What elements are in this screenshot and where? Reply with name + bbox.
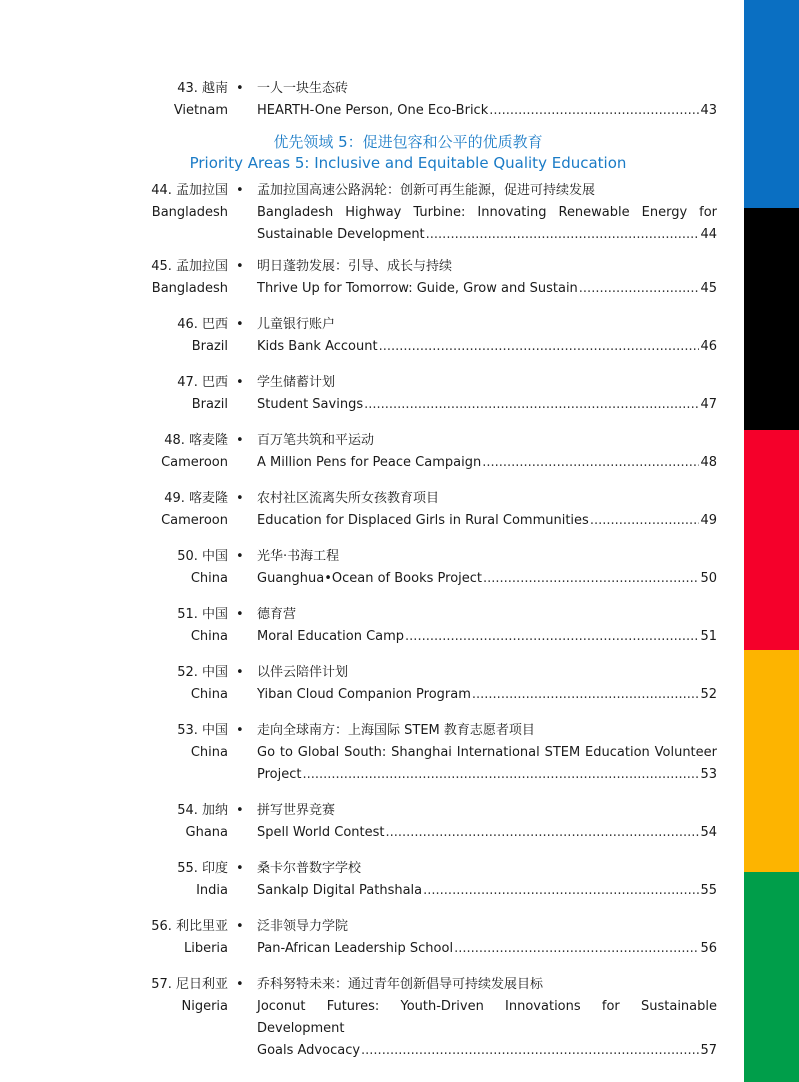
entry-number-zh: 51. 中国	[177, 607, 228, 622]
entry-country	[100, 256, 228, 300]
entry-title-en-line	[257, 394, 717, 416]
entry-title-zh: 农村社区流离失所女孩教育项目	[257, 491, 440, 506]
toc-entry[interactable]	[0, 720, 744, 786]
entry-country	[100, 78, 228, 122]
entry-title-en: Student Savings	[257, 397, 364, 412]
entry-page-number: 49	[700, 513, 717, 528]
entry-title-en: Thrive Up for Tomorrow: Guide, Grow and Sustain	[257, 281, 578, 296]
entry-title-en: Guanghua•Ocean of Books Project	[257, 571, 482, 586]
toc-entry[interactable]	[0, 314, 744, 358]
entry-page-number: 48	[700, 455, 717, 470]
entry-title-en: Sustainable Development	[257, 227, 425, 242]
entry-titles	[257, 720, 717, 786]
entry-title-zh: 桑卡尔普数字学校	[257, 861, 362, 876]
entry-country	[100, 974, 228, 1018]
bullet: •	[236, 977, 244, 992]
toc-entry[interactable]	[0, 430, 744, 474]
entry-title-en: Education for Displaced Girls in Rural Communities	[257, 513, 589, 528]
toc-entry[interactable]	[0, 858, 744, 902]
toc-entry[interactable]	[0, 180, 744, 246]
entry-titles	[257, 916, 717, 960]
entry-title-en-line	[257, 510, 717, 532]
entry-page-number: 54	[700, 825, 717, 840]
dot-leader	[579, 278, 700, 300]
dot-leader	[489, 100, 699, 122]
entry-title-zh: 百万笔共筑和平运动	[257, 433, 375, 448]
entry-country-en: Brazil	[191, 397, 228, 412]
entry-number-zh: 48. 喀麦隆	[164, 433, 228, 448]
stripe-black	[744, 208, 799, 430]
bullet: •	[236, 665, 244, 680]
entry-title-en-line	[257, 224, 717, 246]
entry-titles	[257, 430, 717, 474]
dot-leader	[379, 336, 700, 358]
entry-country-en: China	[190, 571, 228, 586]
dot-leader	[482, 452, 699, 474]
dot-leader	[454, 938, 699, 960]
bullet: •	[236, 491, 244, 506]
entry-number-zh: 45. 孟加拉国	[151, 259, 228, 274]
entry-country-en: Brazil	[191, 339, 228, 354]
entry-page-number: 52	[700, 687, 717, 702]
bullet: •	[236, 803, 244, 818]
entry-title-en: Goals Advocacy	[257, 1043, 361, 1058]
entry-title-zh: 以伴云陪伴计划	[257, 665, 349, 680]
entry-title-zh: 光华·书海工程	[257, 549, 340, 564]
entry-titles	[257, 180, 717, 246]
entry-title-en: HEARTH-One Person, One Eco-Brick	[257, 103, 489, 118]
entry-country	[100, 604, 228, 648]
entry-country	[100, 314, 228, 358]
bullet: •	[236, 183, 244, 198]
bullet: •	[236, 861, 244, 876]
dot-leader	[302, 764, 699, 786]
entry-title-en: Pan-African Leadership School	[257, 941, 454, 956]
entry-country-en: Bangladesh	[151, 205, 228, 220]
section-title-zh: 优先领域 5：促进包容和公平的优质教育	[273, 133, 543, 151]
entry-page-number: 57	[700, 1043, 717, 1058]
entry-titles	[257, 662, 717, 706]
entry-title-en-line	[257, 822, 717, 844]
toc-entry[interactable]	[0, 78, 744, 122]
entry-country	[100, 858, 228, 902]
entry-title-en-line	[257, 452, 717, 474]
bullet: •	[236, 549, 244, 564]
entry-title-zh: 走向全球南方：上海国际 STEM 教育志愿者项目	[257, 723, 535, 738]
entry-title-en: Project	[257, 767, 302, 782]
entry-list	[0, 180, 744, 1062]
dot-leader	[364, 394, 699, 416]
bullet: •	[236, 723, 244, 738]
dot-leader	[361, 1040, 699, 1062]
entry-page-number: 55	[700, 883, 717, 898]
entry-number-zh: 54. 加纳	[177, 803, 228, 818]
entry-country	[100, 372, 228, 416]
entry-title-en-line	[257, 100, 717, 122]
entry-country-en: Cameroon	[161, 513, 228, 528]
entry-number-zh: 56. 利比里亚	[151, 919, 228, 934]
entry-page-number: 46	[700, 339, 717, 354]
toc-entry[interactable]	[0, 546, 744, 590]
dot-leader	[590, 510, 700, 532]
entry-country-en: China	[190, 745, 228, 760]
entry-title-zh: 泛非领导力学院	[257, 919, 349, 934]
entry-country	[100, 720, 228, 764]
entry-title-en: A Million Pens for Peace Campaign	[257, 455, 482, 470]
bullet: •	[236, 259, 244, 274]
entry-number-zh: 44. 孟加拉国	[151, 183, 228, 198]
entry-country-en: Liberia	[183, 941, 228, 956]
stripe-red	[744, 430, 799, 650]
entry-country-en: India	[196, 883, 228, 898]
toc-entry[interactable]	[0, 372, 744, 416]
bullet: •	[236, 433, 244, 448]
entry-title-en-line	[257, 278, 717, 300]
entry-titles	[257, 78, 717, 122]
entry-country-en: Vietnam	[173, 103, 228, 118]
entry-titles	[257, 858, 717, 902]
entry-title-zh: 拼写世界竞赛	[257, 803, 336, 818]
bullet: •	[236, 317, 244, 332]
section-heading	[0, 132, 744, 174]
entry-title-en: Kids Bank Account	[257, 339, 378, 354]
bullet: •	[236, 81, 244, 96]
dot-leader	[426, 224, 700, 246]
dot-leader	[405, 626, 699, 648]
entry-page-number: 47	[700, 397, 717, 412]
toc-entry[interactable]	[0, 604, 744, 648]
toc-entry[interactable]	[0, 800, 744, 844]
bullet: •	[236, 607, 244, 622]
entry-country-en: China	[190, 687, 228, 702]
dot-leader	[472, 684, 700, 706]
entry-country	[100, 800, 228, 844]
entry-titles	[257, 546, 717, 590]
entry-titles	[257, 372, 717, 416]
toc-entry[interactable]	[0, 916, 744, 960]
entry-title-en-line	[257, 880, 717, 902]
entry-number-zh: 55. 印度	[177, 861, 228, 876]
entry-title-zh: 一人一块生态砖	[257, 81, 349, 96]
stripe-yellow	[744, 650, 799, 872]
toc-entry[interactable]	[0, 488, 744, 532]
entry-country-en: Bangladesh	[151, 281, 228, 296]
entry-country	[100, 916, 228, 960]
entry-page-number: 45	[700, 281, 717, 296]
stripe-blue	[744, 0, 799, 208]
entry-number-zh: 46. 巴西	[177, 317, 228, 332]
entry-page-number: 50	[700, 571, 717, 586]
dot-leader	[423, 880, 699, 902]
entry-title-en-line	[257, 336, 717, 358]
entry-title-en: Spell World Contest	[257, 825, 385, 840]
entry-number-zh: 53. 中国	[177, 723, 228, 738]
entry-title-en: Moral Education Camp	[257, 629, 405, 644]
entry-titles	[257, 604, 717, 648]
entry-title-en: Sankalp Digital Pathshala	[257, 883, 423, 898]
entry-title-en-line	[257, 568, 717, 590]
entry-title-en: Yiban Cloud Companion Program	[257, 687, 471, 702]
entry-titles	[257, 974, 717, 1062]
entry-page-number: 44	[700, 227, 717, 242]
entry-country	[100, 662, 228, 706]
entry-titles	[257, 800, 717, 844]
entry-number-zh: 57. 尼日利亚	[151, 977, 228, 992]
entry-title-zh: 明日蓬勃发展：引导、成长与持续	[257, 259, 453, 274]
entry-country-en: Cameroon	[161, 455, 228, 470]
toc-entry[interactable]	[0, 256, 744, 300]
bullet: •	[236, 375, 244, 390]
entry-title-zh: 学生储蓄计划	[257, 375, 336, 390]
entry-country	[100, 430, 228, 474]
entry-title-zh: 乔科努特未来：通过青年创新倡导可持续发展目标	[257, 977, 544, 992]
dot-leader	[483, 568, 699, 590]
entry-title-en-line	[257, 1040, 717, 1062]
bullet: •	[236, 919, 244, 934]
toc-entry[interactable]	[0, 662, 744, 706]
table-of-contents	[0, 78, 744, 1076]
entry-country	[100, 546, 228, 590]
entry-country-en: Ghana	[185, 825, 228, 840]
entry-page-number: 56	[700, 941, 717, 956]
entry-number-zh: 50. 中国	[177, 549, 228, 564]
entry-number-zh: 49. 喀麦隆	[164, 491, 228, 506]
color-stripe-bar	[744, 0, 799, 1082]
entry-number-zh: 43. 越南	[177, 81, 228, 96]
entry-page-number: 43	[700, 103, 717, 118]
entry-title-zh: 儿童银行账户	[257, 317, 336, 332]
entry-country-en: Nigeria	[181, 999, 228, 1014]
entry-number-zh: 47. 巴西	[177, 375, 228, 390]
entry-title-en-first-line: Go to Global South: Shanghai International STEM Education Volunteer	[257, 745, 717, 760]
dot-leader	[385, 822, 699, 844]
entry-title-zh: 德育营	[257, 607, 297, 622]
entry-country	[100, 180, 228, 224]
entry-title-en-first-line: Bangladesh Highway Turbine: Innovating Renewable Energy for	[257, 205, 717, 220]
entry-title-zh: 孟加拉国高速公路涡轮：创新可再生能源，促进可持续发展	[257, 183, 596, 198]
section-title-en: Priority Areas 5: Inclusive and Equitable Quality Education	[189, 154, 627, 172]
entry-page-number: 53	[700, 767, 717, 782]
toc-entry[interactable]	[0, 974, 744, 1062]
stripe-green	[744, 872, 799, 1082]
entry-title-en-first-line: Joconut Futures: Youth-Driven Innovations for Sustainable Development	[257, 999, 717, 1036]
entry-country-en: China	[190, 629, 228, 644]
entry-title-en-line	[257, 684, 717, 706]
entry-titles	[257, 314, 717, 358]
entry-number-zh: 52. 中国	[177, 665, 228, 680]
entry-page-number: 51	[700, 629, 717, 644]
entry-titles	[257, 488, 717, 532]
entry-title-en-line	[257, 938, 717, 960]
entry-country	[100, 488, 228, 532]
entry-title-en-line	[257, 764, 717, 786]
entry-titles	[257, 256, 717, 300]
entry-title-en-line	[257, 626, 717, 648]
